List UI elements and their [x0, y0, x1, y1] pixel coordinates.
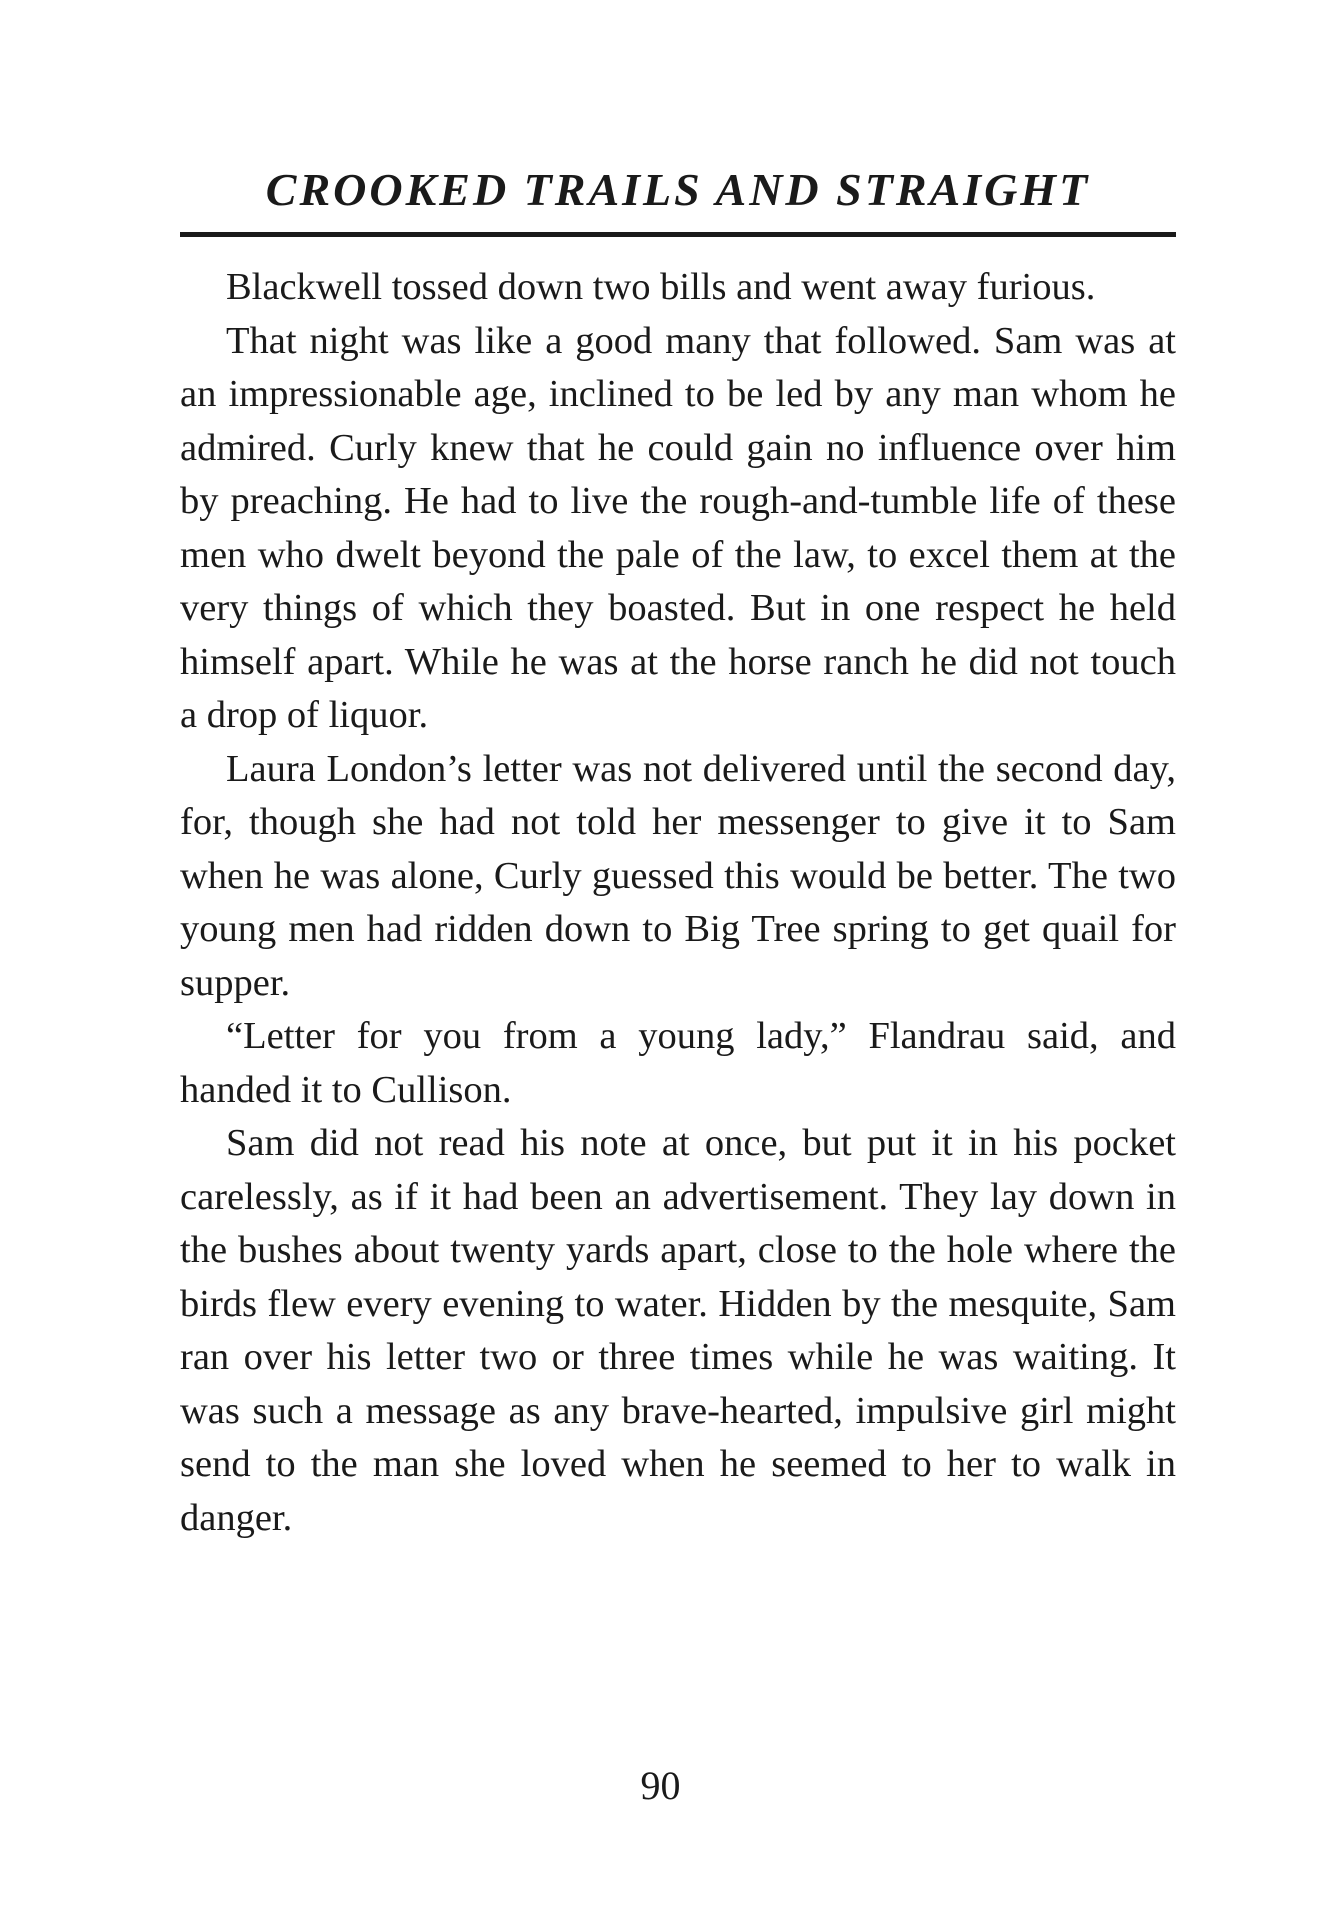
paragraph: Blackwell tossed down two bills and went away furious.	[226, 266, 1096, 308]
header-rule	[180, 232, 1176, 237]
page-number: 90	[640, 1763, 681, 1808]
paragraph: “Letter for you from a young lady,” Flandrau said, and handed it to Cullison.	[180, 1015, 1176, 1111]
paragraph: That night was like a good many that followed. Sam was at an impressionable age, inclined to be led by any man whom he admired. Curly knew that he could gain no influence over him by preaching. He had to live the rough-and-tumble life of these men who dwelt beyond the pale of the law, to excel them at the very things of which they boasted. But in one respect he held himself apart. While he was at the horse ranch he did not touch a drop of liquor.	[180, 319, 1176, 736]
book-page	[180, 160, 1176, 1545]
paragraph: Laura London’s letter was not delivered until the second day, for, though she had not told her messenger to give it to Sam when he was alone, Curly guessed this would be better. The two young men had ridden down to Big Tree spring to get quail for supper.	[180, 747, 1176, 1004]
paragraph: Sam did not read his note at once, but put it in his pocket carelessly, as if it had been an advertisement. They lay down in the bushes about twenty yards apart, close to the hole where the birds flew every evening to water. Hidden by the mesquite, Sam ran over his letter two or three times while he was waiting. It was such a message as any brave-hearted, impulsive girl might send to the man she loved when he seemed to her to walk in danger.	[180, 1122, 1176, 1539]
running-head: CROOKED TRAILS AND STRAIGHT	[265, 164, 1091, 215]
body-text	[180, 261, 1176, 1545]
